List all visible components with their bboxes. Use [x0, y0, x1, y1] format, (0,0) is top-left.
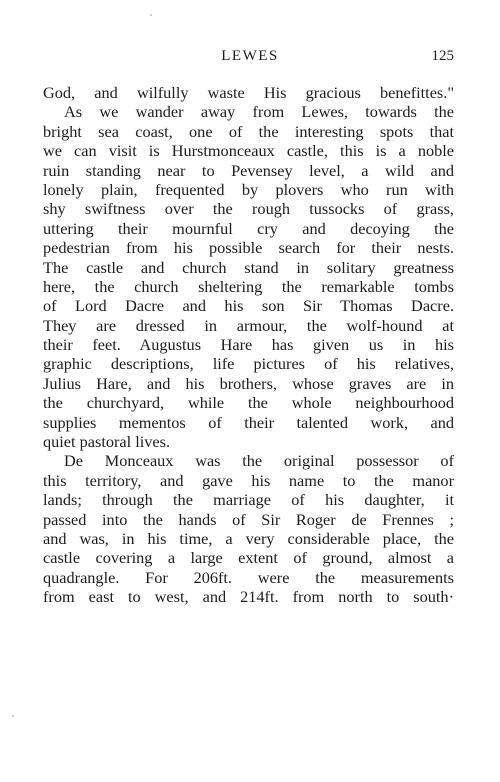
running-title: LEWES — [221, 48, 279, 64]
text-line: passed into the hands of Sir Roger de Frennes ; — [43, 509, 454, 529]
text-line: De Monceaux was the original possessor of — [64, 451, 454, 471]
running-head — [0, 48, 500, 68]
text-line: quiet pastoral lives. — [43, 432, 171, 452]
text-line: Julius Hare, and his brothers, whose graves are in — [43, 373, 454, 393]
text-line: we can visit is Hurstmonceaux castle, this is a noble — [43, 141, 454, 161]
text-line: quadrangle. For 206ft. were the measurements — [43, 567, 454, 587]
body-text — [43, 83, 454, 607]
text-line: God, and wilfully waste His gracious benefittes." — [43, 83, 454, 102]
text-line: shy swiftness over the rough tussocks of grass, — [43, 199, 454, 219]
paper-speck — [12, 715, 14, 717]
text-line: ruin standing near to Pevensey level, a wild and — [43, 160, 454, 180]
text-line: the churchyard, while the whole neighbourhood — [43, 393, 454, 413]
text-line: bright sea coast, one of the interesting spots that — [43, 121, 454, 141]
text-line: lonely plain, frequented by plovers who run with — [43, 179, 454, 199]
paper-speck — [150, 14, 152, 16]
text-line: lands; through the marriage of his daughter, it — [43, 490, 454, 510]
text-line: here, the church sheltering the remarkable tombs — [43, 276, 454, 296]
text-line: pedestrian from his possible search for their nests. — [43, 238, 454, 258]
text-line: supplies mementos of their talented work, and — [43, 412, 454, 432]
text-line: this territory, and gave his name to the manor — [43, 470, 454, 490]
text-line: The castle and church stand in solitary greatness — [43, 257, 454, 277]
text-line: and was, in his time, a very considerable place, the — [43, 528, 454, 548]
text-line: their feet. Augustus Hare has given us in his — [43, 335, 454, 355]
text-line: As we wander away from Lewes, towards the — [64, 102, 454, 122]
text-line: from east to west, and 214ft. from north to south· — [43, 587, 454, 607]
text-line: They are dressed in armour, the wolf-hound at — [43, 315, 454, 335]
page-number: 125 — [431, 48, 454, 64]
text-line: uttering their mournful cry and decoying the — [43, 218, 454, 238]
text-line: graphic descriptions, life pictures of his relatives, — [43, 354, 454, 374]
text-line: castle covering a large extent of ground, almost a — [43, 548, 454, 568]
text-line: of Lord Dacre and his son Sir Thomas Dacre. — [43, 296, 454, 316]
